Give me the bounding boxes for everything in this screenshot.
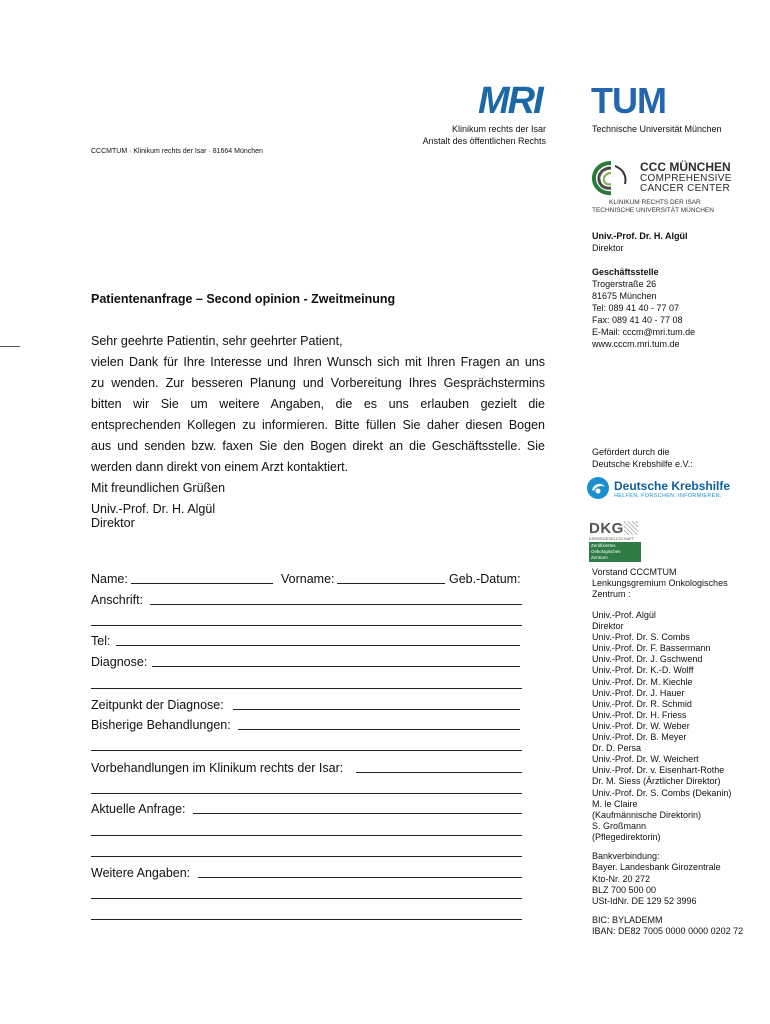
- label-vorname: Vorname:: [281, 572, 335, 586]
- deutsche-krebshilfe-icon: [586, 476, 610, 500]
- funding-line1: Gefördert durch die: [592, 447, 670, 457]
- label-geb-datum: Geb.-Datum:: [449, 572, 521, 586]
- office-web[interactable]: www.cccm.mri.tum.de: [592, 339, 680, 349]
- bank-name: Bayer. Landesbank Girozentrale: [592, 862, 721, 872]
- board-member: Univ.-Prof. Dr. B. Meyer: [592, 732, 687, 743]
- board-member: S. Großmann: [592, 820, 647, 831]
- mri-line1: Klinikum rechts der Isar: [451, 124, 546, 134]
- letter-line: entsprechenden Kollegen zu informieren. Bitte füllen Sie daher diesen Bogen: [91, 418, 545, 432]
- ccc-sub1: KLINIKUM RECHTS DER ISAR: [609, 199, 701, 206]
- letter-closing: Mit freundlichen Grüßen: [91, 481, 226, 495]
- vorbehandlungen-field-2[interactable]: [91, 793, 522, 794]
- sender-line: CCCMTUM · Klinikum rechts der Isar · 81664 München: [91, 148, 263, 155]
- anfrage-field-2[interactable]: [91, 835, 522, 836]
- letter-line: bitten wir Sie um weitere Angaben, die es uns erlauben gezielt die: [91, 397, 545, 411]
- bank-title: Bankverbindung:: [592, 851, 660, 861]
- fold-mark: [0, 346, 20, 347]
- director-name: Univ.-Prof. Dr. H. Algül: [592, 231, 688, 241]
- letter-line: zu wenden. Zur besseren Planung und Vorbereitung Ihres Gesprächstermins: [91, 376, 545, 390]
- anfrage-field-3[interactable]: [91, 856, 522, 857]
- board-member: Univ.-Prof. Dr. H. Friess: [592, 709, 687, 720]
- ccc-title1: CCC MÜNCHEN: [640, 160, 731, 174]
- office-title: Geschäftsstelle: [592, 267, 659, 277]
- letter-line: vielen Dank für Ihre Interesse und Ihren Wunsch sich mit Ihren Fragen an uns: [91, 355, 545, 369]
- board-member: Univ.-Prof. Dr. S. Combs (Dekanin): [592, 787, 732, 798]
- dkg-badge-line2: Onkologisches: [591, 549, 621, 554]
- anfrage-field[interactable]: [193, 813, 522, 814]
- board-member: Direktor: [592, 621, 624, 632]
- dkg-sub: KREBSGESELLSCHAFT: [589, 536, 635, 541]
- label-anfrage: Aktuelle Anfrage:: [91, 802, 186, 816]
- label-tel: Tel:: [91, 634, 111, 648]
- weitere-field[interactable]: [198, 877, 522, 878]
- letter-line: aus und senden bzw. faxen Sie den Bogen direkt an die Geschäftsstelle. Sie: [91, 439, 545, 453]
- signature-name: Univ.-Prof. Dr. H. Algül: [91, 502, 216, 516]
- board-title3: Zentrum :: [592, 589, 631, 599]
- board-member: Univ.-Prof. Dr. S. Combs: [592, 632, 690, 643]
- board-member: Univ.-Prof. Dr. F. Bassermann: [592, 643, 711, 654]
- office-city: 81675 München: [592, 291, 657, 301]
- anschrift-field-2[interactable]: [91, 625, 522, 626]
- office-fax: Fax: 089 41 40 - 77 08: [592, 315, 683, 325]
- board-member: Dr. M. Siess (Ärztlicher Direktor): [592, 776, 721, 787]
- bank-ust: USt-IdNr. DE 129 52 3996: [592, 896, 697, 906]
- board-member: Univ.-Prof. Dr. W. Weber: [592, 720, 690, 731]
- tum-name: Technische Universität München: [592, 124, 722, 134]
- bank-iban: IBAN: DE82 7005 0000 0000 0202 72: [592, 926, 744, 936]
- weitere-field-2[interactable]: [91, 898, 522, 899]
- deutsche-krebshilfe-slogan: HELFEN. FORSCHEN. INFORMIEREN.: [614, 493, 722, 499]
- behandlungen-field-2[interactable]: [91, 750, 522, 751]
- label-zeitpunkt: Zeitpunkt der Diagnose:: [91, 698, 224, 712]
- label-vorbehandlungen: Vorbehandlungen im Klinikum rechts der Isar:: [91, 761, 344, 775]
- board-member: Univ.-Prof. Algül: [592, 610, 656, 620]
- deutsche-krebshilfe-name: Deutsche Krebshilfe: [614, 479, 731, 493]
- board-member: Dr. D. Persa: [592, 743, 642, 754]
- bank-blz: BLZ 700 500 00: [592, 885, 657, 895]
- tel-field[interactable]: [116, 645, 520, 646]
- board-title1: Vorstand CCCMTUM: [592, 567, 677, 577]
- dkg-grid-icon: [624, 521, 638, 535]
- dkg-badge: [589, 542, 641, 562]
- board-member: M. le Claire: [592, 798, 638, 809]
- zeitpunkt-field[interactable]: [233, 709, 520, 710]
- board-member: Univ.-Prof. Dr. M. Kiechle: [592, 676, 693, 687]
- dkg-badge-line3: Zentrum: [591, 555, 608, 560]
- letter-last-line: werden dann direkt von einem Arzt kontaktiert.: [91, 460, 349, 474]
- mri-line2: Anstalt des öffentlichen Rechts: [422, 136, 546, 146]
- ccc-title2: COMPREHENSIVE: [640, 173, 732, 184]
- ccc-sub2: TECHNISCHE UNIVERSITÄT MÜNCHEN: [592, 207, 714, 214]
- diagnose-field[interactable]: [152, 666, 520, 667]
- board-member: (Pflegedirektorin): [592, 831, 661, 842]
- anschrift-field[interactable]: [150, 604, 522, 605]
- label-behandlungen: Bisherige Behandlungen:: [91, 718, 231, 732]
- ccc-logo-icon: [591, 160, 631, 196]
- board-member: Univ.-Prof. Dr. W. Weichert: [592, 754, 699, 765]
- diagnose-field-2[interactable]: [91, 688, 522, 689]
- office-email[interactable]: E-Mail: cccm@mri.tum.de: [592, 327, 696, 337]
- vorbehandlungen-field[interactable]: [356, 772, 522, 773]
- dkg-badge-line1: Zertifiziertes: [591, 543, 616, 548]
- label-diagnose: Diagnose:: [91, 655, 148, 669]
- label-weitere: Weitere Angaben:: [91, 866, 191, 880]
- name-field[interactable]: [131, 583, 273, 584]
- mri-logo: MRI: [478, 80, 542, 122]
- vorname-field[interactable]: [337, 583, 445, 584]
- signature-role: Direktor: [91, 516, 135, 530]
- board-member: Univ.-Prof. Dr. R. Schmid: [592, 698, 692, 709]
- bank-kto: Kto-Nr. 20 272: [592, 874, 651, 884]
- board-member: (Kaufmännische Direktorin): [592, 809, 702, 820]
- tum-logo: TUM: [591, 80, 666, 121]
- board-member: Univ.-Prof. Dr. K.-D. Wolff: [592, 665, 694, 676]
- weitere-field-3[interactable]: [91, 919, 522, 920]
- letter-subject: Patientenanfrage – Second opinion - Zweitmeinung: [91, 292, 396, 306]
- bank-bic: BIC: BYLADEMM: [592, 915, 663, 925]
- director-role: Direktor: [592, 243, 624, 253]
- funding-line2: Deutsche Krebshilfe e.V.:: [592, 459, 693, 469]
- behandlungen-field[interactable]: [238, 729, 520, 730]
- dkg-logo: DKG: [589, 520, 624, 537]
- office-tel: Tel: 089 41 40 - 77 07: [592, 303, 680, 313]
- board-members: [592, 610, 731, 843]
- label-name: Name:: [91, 572, 128, 586]
- board-member: Univ.-Prof. Dr. J. Gschwend: [592, 654, 703, 665]
- board-member: Univ.-Prof. Dr. v. Eisenhart-Rothe: [592, 765, 725, 776]
- board-title2: Lenkungsgremium Onkologisches: [592, 578, 728, 588]
- label-anschrift: Anschrift:: [91, 593, 144, 607]
- letter-greeting: Sehr geehrte Patientin, sehr geehrter Patient,: [91, 334, 343, 348]
- ccc-title3: CANCER CENTER: [640, 183, 731, 194]
- office-street: Trogerstraße 26: [592, 279, 657, 289]
- board-member: Univ.-Prof. Dr. J. Hauer: [592, 687, 685, 698]
